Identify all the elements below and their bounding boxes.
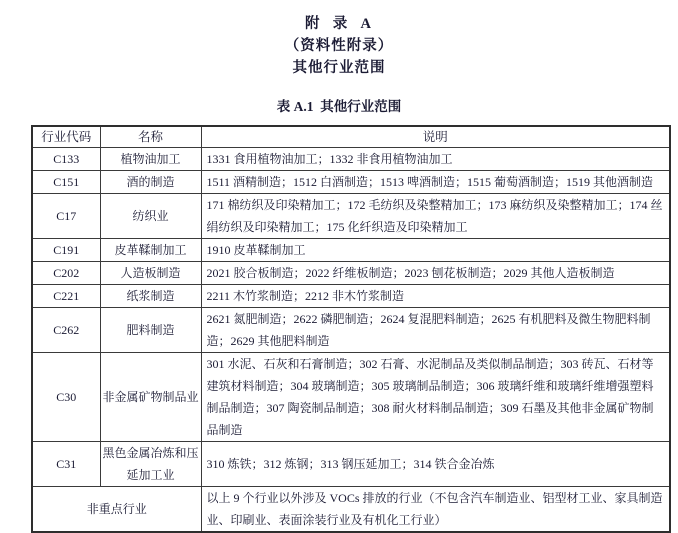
- industry-desc-cell: 1511 酒精制造；1512 白酒制造；1513 啤酒制造；1515 葡萄酒制造；1519 其他酒制造: [201, 171, 670, 194]
- industry-desc-cell: 301 水泥、石灰和石膏制造；302 石膏、水泥制品及类似制品制造；303 砖瓦、石材等建筑材料制造；304 玻璃制造；305 玻璃制品制造；306 玻璃纤维和玻璃纤维增强塑料制品制造；307 陶瓷制品制造；308 耐火材料制品制造；309 石墨及其他非金属矿物制品制造: [201, 353, 670, 442]
- table-row: [32, 285, 670, 308]
- industry-name-cell: 纺织业: [100, 194, 201, 239]
- industry-name-cell: 人造板制造: [100, 262, 201, 285]
- header-industry-name: 名称: [100, 126, 201, 148]
- industry-name-cell: 肥料制造: [100, 308, 201, 353]
- industry-table-body: [32, 148, 670, 533]
- industry-desc-cell: 2621 氮肥制造；2622 磷肥制造；2624 复混肥料制造；2625 有机肥料及微生物肥料制造；2629 其他肥料制造: [201, 308, 670, 353]
- industry-desc-cell: 171 棉纺织及印染精加工；172 毛纺织及染整精加工；173 麻纺织及染整精加工；174 丝绢纺织及印染精加工；175 化纤织造及印染精加工: [201, 194, 670, 239]
- industry-code-cell: C191: [32, 239, 100, 262]
- industry-desc-cell: 以上 9 个行业以外涉及 VOCs 排放的行业（不包含汽车制造业、铝型材工业、家具制造业、印刷业、表面涂装行业及有机化工行业）: [201, 487, 670, 533]
- industry-table-head: [32, 126, 670, 148]
- header-row: [32, 126, 670, 148]
- table-row: [32, 239, 670, 262]
- industry-name-cell: 非重点行业: [32, 487, 201, 533]
- industry-name-cell: 酒的制造: [100, 171, 201, 194]
- industry-scope-table: [31, 125, 671, 533]
- industry-desc-cell: 1331 食用植物油加工；1332 非食用植物油加工: [201, 148, 670, 171]
- industry-desc-cell: 2021 胶合板制造；2022 纤维板制造；2023 刨花板制造；2029 其他人造板制造: [201, 262, 670, 285]
- table-row: [32, 171, 670, 194]
- industry-name-cell: 皮革鞣制加工: [100, 239, 201, 262]
- table-row: [32, 442, 670, 487]
- industry-code-cell: C221: [32, 285, 100, 308]
- table-row: [32, 487, 670, 533]
- industry-name-cell: 黑色金属冶炼和压延加工业: [100, 442, 201, 487]
- header-industry-desc: 说明: [201, 126, 670, 148]
- appendix-type-subtitle: （资料性附录）: [284, 38, 394, 54]
- industry-desc-cell: 2211 木竹浆制造；2212 非木竹浆制造: [201, 285, 670, 308]
- industry-desc-cell: 1910 皮革鞣制加工: [201, 239, 670, 262]
- industry-code-cell: C262: [32, 308, 100, 353]
- appendix-scope-subtitle: 其他行业范围: [292, 60, 386, 76]
- table-caption: 表 A.1 其他行业范围: [276, 99, 402, 114]
- industry-name-cell: 植物油加工: [100, 148, 201, 171]
- table-row: [32, 194, 670, 239]
- industry-code-cell: C151: [32, 171, 100, 194]
- page-titles: [0, 0, 678, 79]
- industry-name-cell: 非金属矿物制品业: [100, 353, 201, 442]
- industry-code-cell: C30: [32, 353, 100, 442]
- industry-code-cell: C17: [32, 194, 100, 239]
- appendix-title: 附 录 A: [305, 16, 373, 32]
- table-row: [32, 262, 670, 285]
- table-row: [32, 353, 670, 442]
- industry-desc-cell: 310 炼铁；312 炼钢；313 钢压延加工；314 铁合金冶炼: [201, 442, 670, 487]
- industry-code-cell: C202: [32, 262, 100, 285]
- table-row: [32, 148, 670, 171]
- industry-code-cell: C31: [32, 442, 100, 487]
- industry-code-cell: C133: [32, 148, 100, 171]
- header-industry-code: 行业代码: [32, 126, 100, 148]
- table-row: [32, 308, 670, 353]
- industry-name-cell: 纸浆制造: [100, 285, 201, 308]
